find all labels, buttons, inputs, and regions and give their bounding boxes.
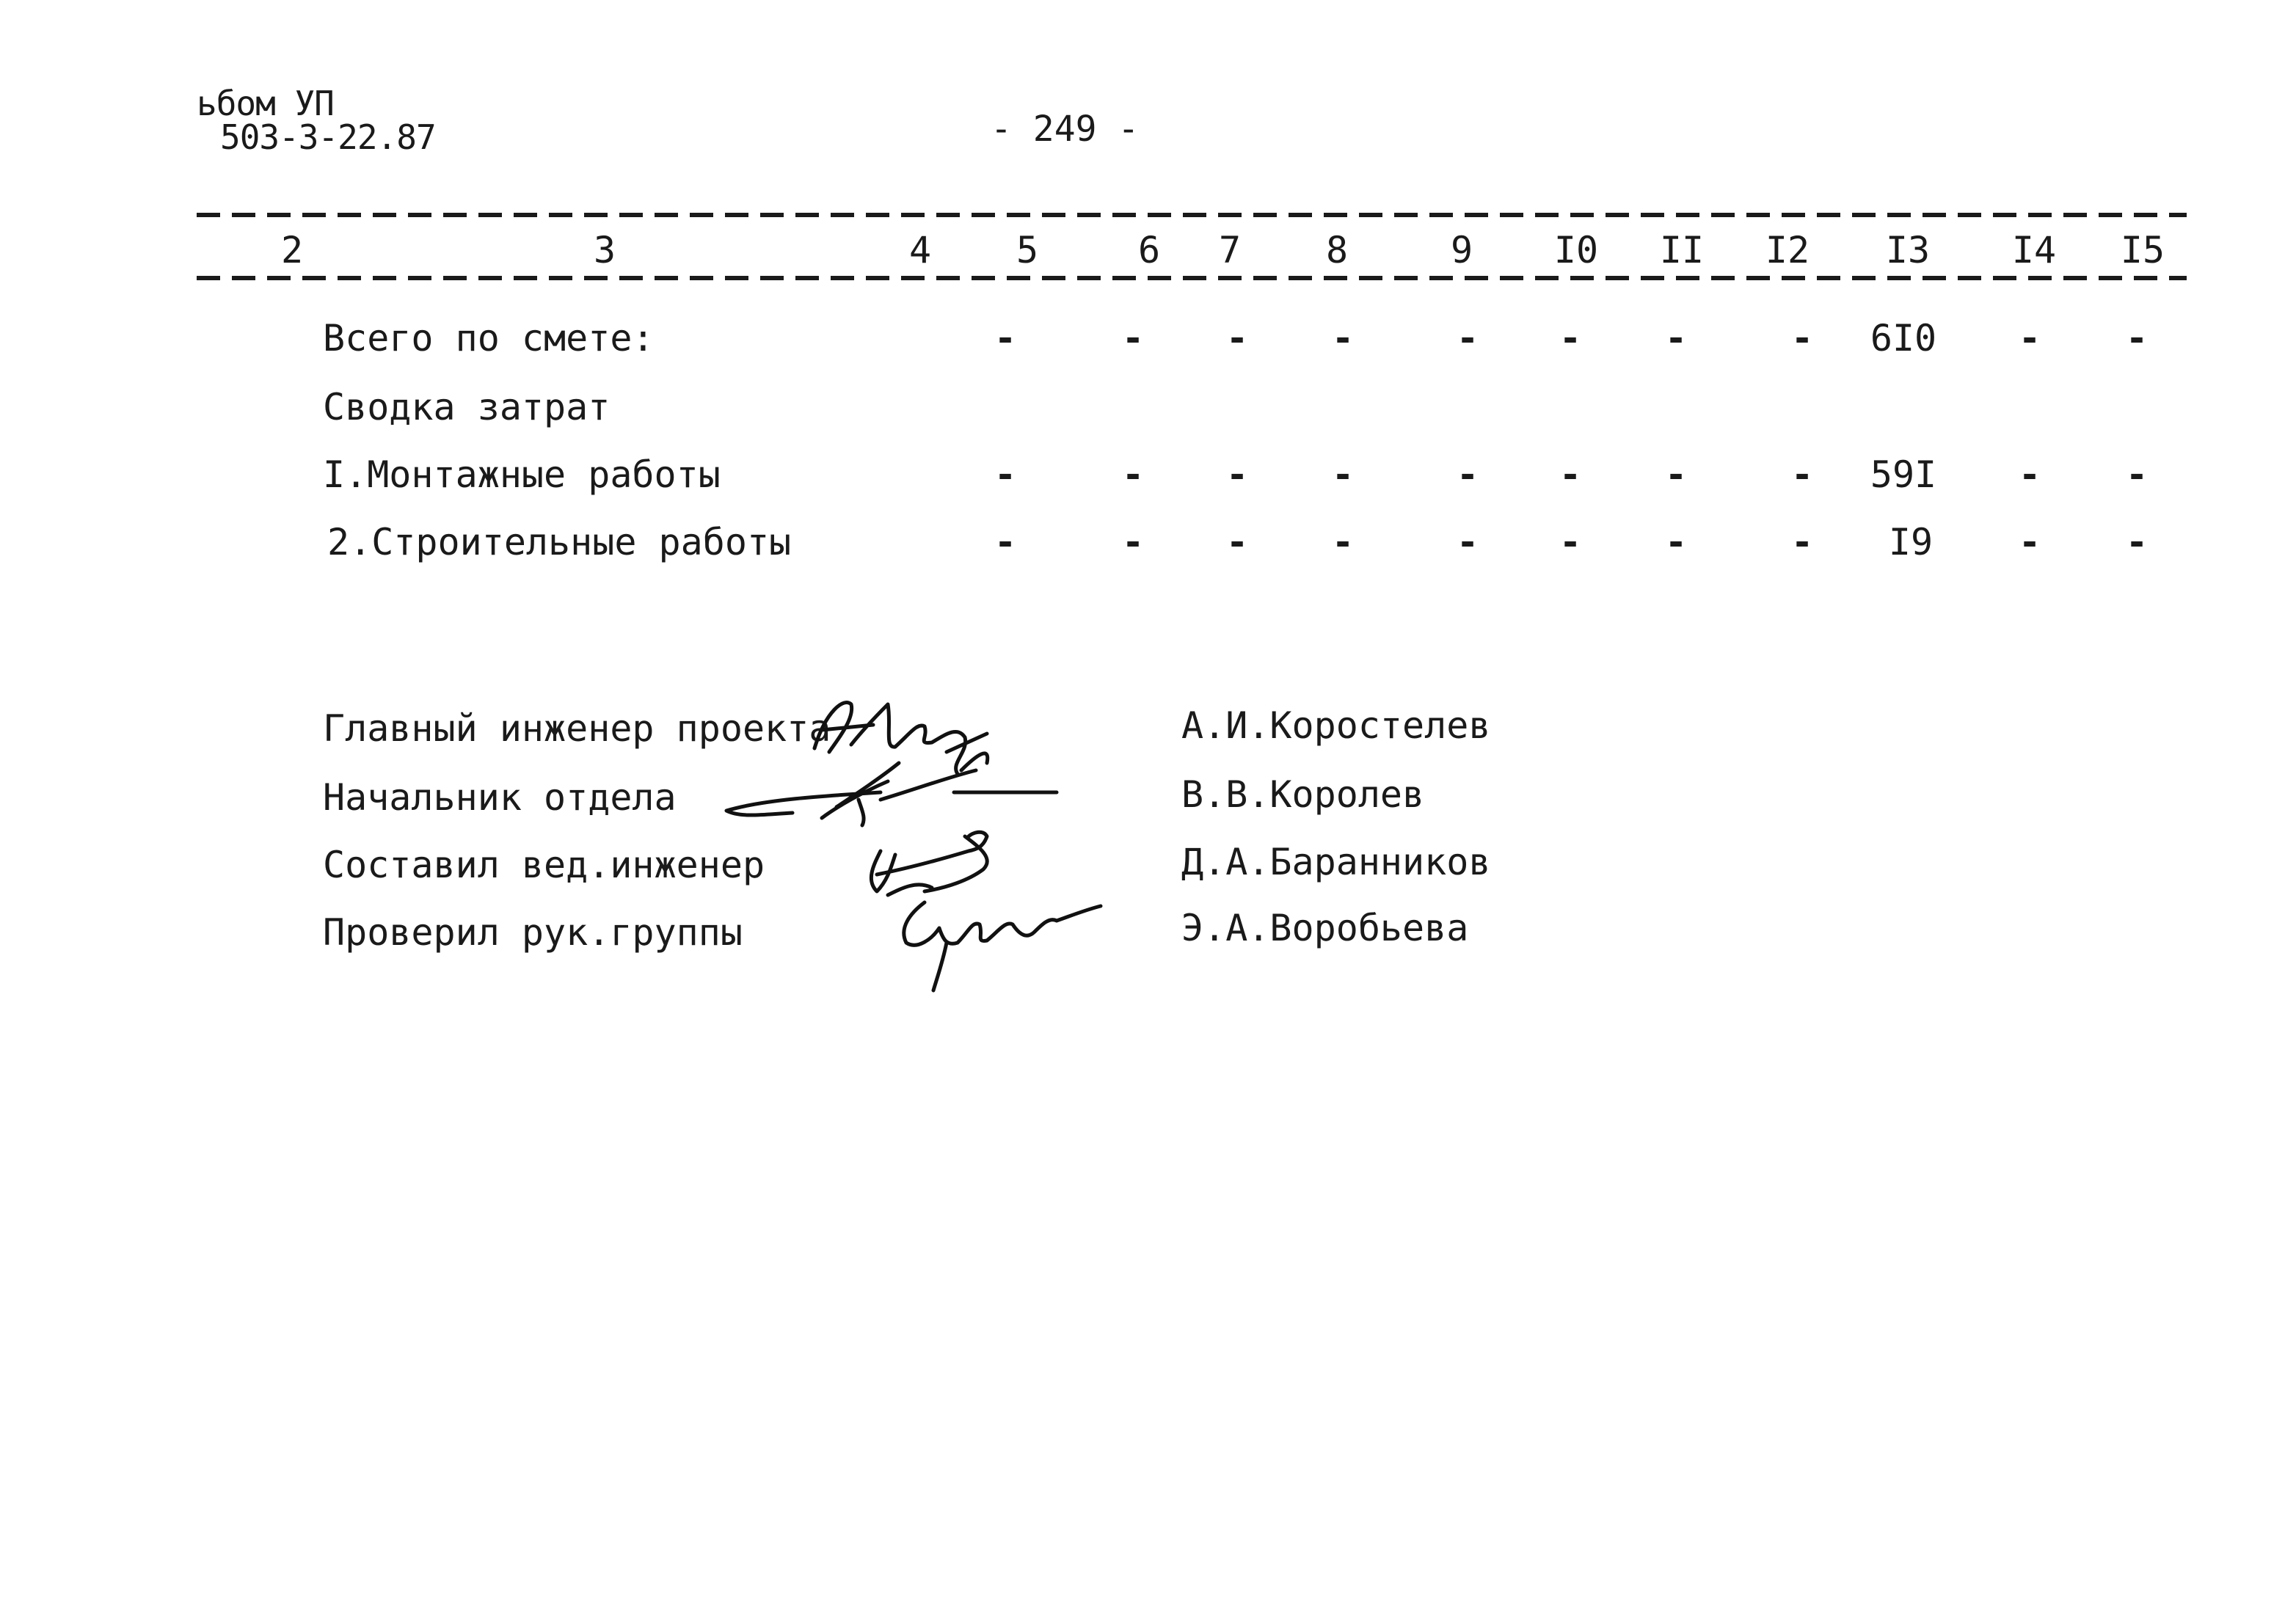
col-header-8: 8	[1325, 229, 1349, 271]
table-cell: -	[1664, 317, 1688, 359]
table-cell: -	[1790, 521, 1814, 563]
signature-role: Составил вед.инженер	[323, 844, 765, 886]
document-code: 503-3-22.87	[220, 117, 436, 157]
table-cell: -	[1790, 453, 1814, 496]
col-header-14: I4	[2011, 229, 2057, 271]
table-cell: -	[2018, 521, 2041, 563]
header-rule-bottom	[197, 276, 2187, 280]
table-cell: -	[1456, 521, 1479, 563]
table-cell: -	[1331, 453, 1355, 496]
row-total-label: Всего по смете:	[323, 317, 655, 359]
col-header-7: 7	[1218, 229, 1242, 271]
signature-role: Главный инженер проекта	[323, 707, 831, 750]
table-cell: -	[1664, 453, 1688, 496]
table-cell: -	[1225, 317, 1249, 359]
table-cell: -	[1559, 317, 1582, 359]
page-number: - 249 -	[991, 109, 1140, 150]
table-cell: -	[1121, 317, 1145, 359]
table-cell: -	[994, 453, 1017, 496]
table-cell: 59I	[1870, 453, 1937, 496]
row-summary-label: Сводка затрат	[323, 386, 611, 428]
album-label: ьбом УП	[197, 84, 334, 123]
table-cell: -	[1225, 453, 1249, 496]
col-header-2: 2	[280, 229, 304, 271]
row-construction-label: 2.Строительные работы	[327, 521, 792, 563]
col-header-15: I5	[2120, 229, 2165, 271]
table-cell: -	[1790, 317, 1814, 359]
table-cell: -	[2125, 453, 2149, 496]
col-header-3: 3	[593, 229, 616, 271]
table-cell: -	[2125, 317, 2149, 359]
table-cell: -	[1225, 521, 1249, 563]
table-cell: -	[1331, 317, 1355, 359]
table-cell: -	[2125, 521, 2149, 563]
col-header-4: 4	[908, 229, 932, 271]
table-cell: -	[1121, 521, 1145, 563]
table-cell: -	[1559, 521, 1582, 563]
signature-name: А.И.Коростелев	[1181, 704, 1491, 747]
table-cell: -	[1456, 317, 1479, 359]
handwritten-signatures-icon	[704, 682, 1174, 1012]
col-header-10: I0	[1553, 229, 1599, 271]
table-cell: -	[994, 521, 1017, 563]
col-header-9: 9	[1450, 229, 1473, 271]
table-cell: -	[1456, 453, 1479, 496]
table-cell: -	[2018, 317, 2041, 359]
col-header-11: II	[1659, 229, 1705, 271]
table-cell: 6I0	[1870, 317, 1937, 359]
signature-role: Начальник отдела	[323, 776, 677, 819]
table-cell: -	[1331, 521, 1355, 563]
col-header-12: I2	[1765, 229, 1810, 271]
signature-name: В.В.Королев	[1181, 773, 1425, 816]
header-rule-top	[197, 213, 2187, 217]
row-installation-label: I.Монтажные работы	[323, 453, 721, 496]
signature-role: Проверил рук.группы	[323, 911, 743, 954]
table-cell: I9	[1888, 521, 1934, 563]
col-header-13: I3	[1885, 229, 1931, 271]
col-header-5: 5	[1016, 229, 1039, 271]
signature-name: Э.А.Воробьева	[1181, 907, 1469, 949]
signature-name: Д.А.Баранников	[1181, 841, 1491, 883]
table-cell: -	[2018, 453, 2041, 496]
col-header-6: 6	[1137, 229, 1161, 271]
table-cell: -	[994, 317, 1017, 359]
table-cell: -	[1559, 453, 1582, 496]
table-cell: -	[1664, 521, 1688, 563]
table-cell: -	[1121, 453, 1145, 496]
